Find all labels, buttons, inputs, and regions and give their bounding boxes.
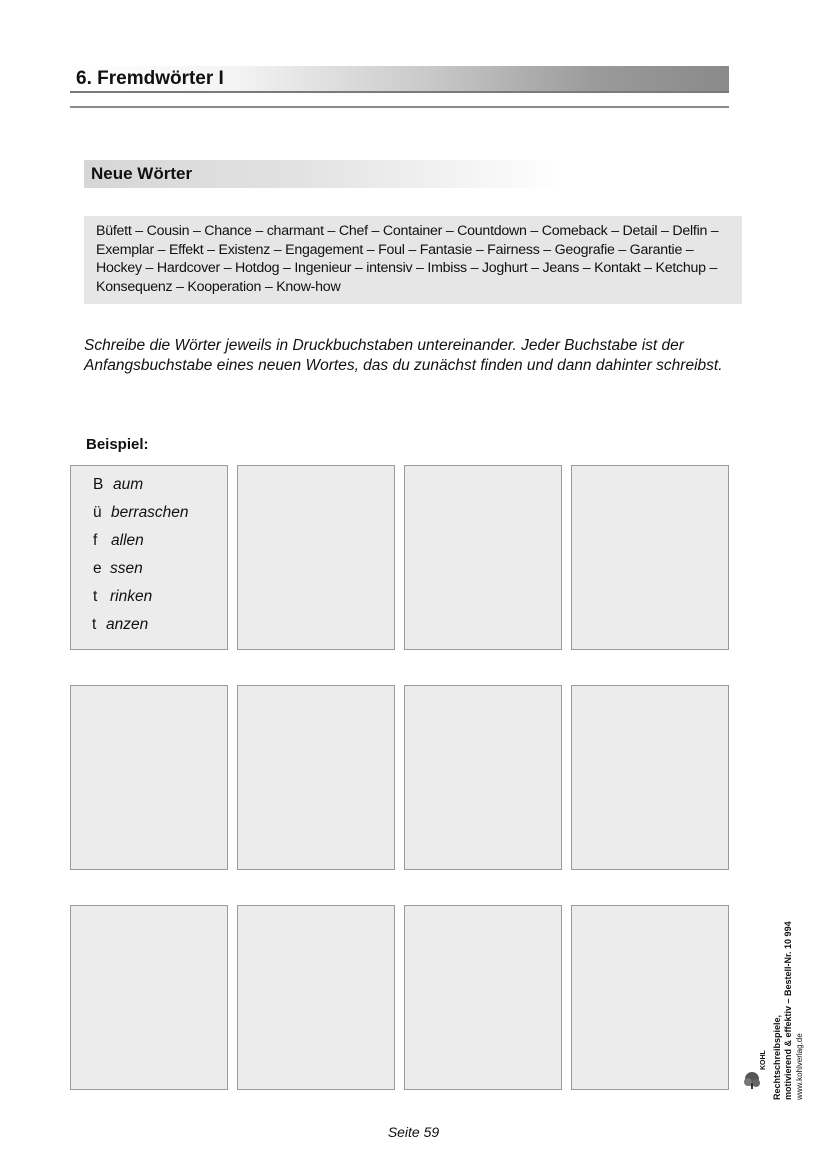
sidebar-title: Rechtschreibspiele, (772, 1014, 782, 1100)
publisher-sidebar (772, 800, 805, 1100)
example-word-rest: ssen (110, 560, 143, 577)
example-row (93, 532, 144, 550)
example-letter: e (93, 560, 102, 577)
example-row (93, 476, 143, 494)
answer-box[interactable] (404, 685, 562, 870)
example-row (92, 616, 148, 634)
example-word-rest: allen (111, 532, 144, 549)
example-row (93, 588, 152, 606)
word-list-box (84, 216, 742, 304)
publisher-logo (742, 1030, 772, 1090)
answer-box[interactable] (70, 685, 228, 870)
answer-box[interactable] (237, 465, 395, 650)
page-number: Seite 59 (387, 1124, 440, 1140)
answer-box[interactable] (404, 905, 562, 1090)
instruction-text: Schreibe die Wörter jeweils in Druckbuchstaben untereinander. Jeder Buchstabe ist der Anfangsbuchstabe eines neuen Wortes, das du zunächst finden und dann dahinter schreibst. (84, 337, 723, 374)
chapter-title: 6. Fremdwörter I (76, 68, 224, 89)
logo-text: KOHL (760, 1050, 767, 1070)
example-word-rest: aum (113, 476, 144, 493)
example-word-rest: berraschen (111, 504, 189, 521)
header-rule (70, 106, 729, 108)
chapter-header-bar (70, 66, 729, 93)
example-word-rest: anzen (106, 616, 149, 633)
answer-box[interactable] (571, 685, 729, 870)
example-word-rest: rinken (110, 588, 153, 605)
answer-box[interactable] (237, 685, 395, 870)
answer-box[interactable] (70, 905, 228, 1090)
answer-box[interactable] (571, 905, 729, 1090)
section-title: Neue Wörter (91, 164, 193, 183)
example-row (93, 560, 143, 578)
example-letter: B (93, 476, 104, 493)
answer-box[interactable] (404, 465, 562, 650)
example-box (70, 465, 228, 650)
answer-box[interactable] (237, 905, 395, 1090)
word-list-text: Büfett – Cousin – Chance – charmant – Chef – Container – Countdown – Comeback – Detail – Delfin – Exemplar – Effekt – Existenz – Engagement – Foul – Fantasie – Fairness – Geografie – Garantie – Hockey – Hardcover – Hotdog – Ingenieur – intensiv – Imbiss – Joghurt – Jeans – Kontakt – Ketchup – Konsequenz – Kooperation – Know-how (96, 223, 719, 295)
answer-box[interactable] (571, 465, 729, 650)
section-header-bar (84, 160, 564, 188)
example-label: Beispiel: (86, 436, 149, 453)
example-letter: ü (93, 504, 102, 521)
sidebar-subtitle: motivierend & effektiv – Bestell-Nr. 10 994 (783, 921, 793, 1100)
sidebar-url: www.kohlverlag.de (795, 1033, 804, 1100)
example-letter: f (93, 532, 98, 549)
example-letter: t (92, 616, 97, 633)
example-row (93, 504, 189, 522)
example-letter: t (93, 588, 98, 605)
